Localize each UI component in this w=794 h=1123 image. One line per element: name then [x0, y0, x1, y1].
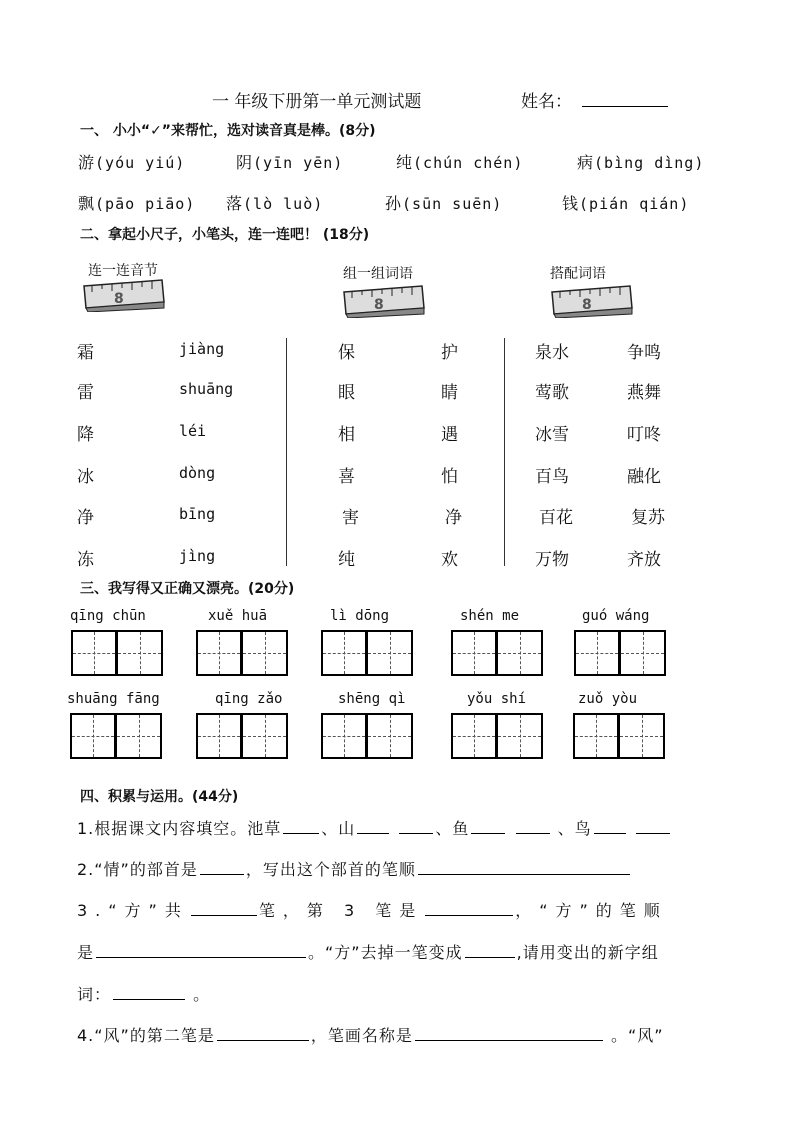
writing-grid[interactable] [321, 713, 413, 759]
s2-char[interactable]: 睛 [441, 383, 458, 403]
s2-char[interactable]: 净 [445, 508, 462, 528]
answer-blank[interactable] [191, 899, 257, 916]
answer-blank[interactable] [217, 1024, 309, 1041]
s2-char[interactable]: 害 [342, 508, 359, 528]
answer-blank[interactable] [415, 1024, 603, 1041]
s3-pinyin: yǒu shí [467, 691, 527, 707]
question-3-cont: 词： 。 [77, 985, 211, 1004]
s2-char[interactable]: 冰 [77, 467, 94, 487]
page-title: 一 年级下册第一单元测试题 [212, 92, 422, 112]
s2-word[interactable]: 复苏 [631, 508, 665, 528]
s2-char[interactable]: 欢 [441, 550, 458, 570]
s1-item: 游(yóu yiú) [78, 153, 186, 172]
ruler-text: 8 [374, 297, 384, 313]
answer-blank[interactable] [516, 817, 550, 834]
s2-char[interactable]: 净 [77, 508, 94, 528]
label-form-words: 组一组词语 [343, 266, 413, 282]
s2-char[interactable]: 纯 [338, 550, 355, 570]
s2-char[interactable]: 霜 [77, 343, 94, 363]
s2-word[interactable]: 齐放 [627, 550, 661, 570]
s2-word[interactable]: 万物 [535, 550, 569, 570]
answer-blank[interactable] [113, 983, 185, 1000]
s2-word[interactable]: 百鸟 [535, 467, 569, 487]
ruler-text: 8 [582, 297, 592, 313]
section-3-heading: 三、我写得又正确又漂亮。(20分) [80, 581, 295, 597]
s3-pinyin: qīng zǎo [215, 691, 283, 707]
s2-char[interactable]: 怕 [441, 467, 458, 487]
s1-item: 病(bìng dìng) [577, 153, 705, 172]
section-4-heading: 四、积累与运用。(44分) [80, 789, 239, 805]
s2-char[interactable]: 护 [441, 343, 458, 363]
s2-word[interactable]: 争鸣 [627, 343, 661, 363]
answer-blank[interactable] [96, 941, 306, 958]
s3-pinyin: lì dōng [330, 608, 390, 624]
writing-grid[interactable] [574, 630, 666, 676]
s2-word[interactable]: 莺歌 [535, 383, 569, 403]
ruler-text: 8 [114, 291, 124, 307]
section-1-heading: 一、 小小“✓”来帮忙，选对读音真是棒。(8分) [80, 123, 376, 139]
s3-pinyin: shuāng fāng [67, 691, 160, 707]
answer-blank[interactable] [283, 817, 319, 834]
s3-pinyin: zuǒ yòu [578, 691, 638, 707]
s2-char[interactable]: 雷 [77, 383, 94, 403]
s2-word[interactable]: 百花 [539, 508, 573, 528]
s2-word[interactable]: 燕舞 [627, 383, 661, 403]
s2-pinyin[interactable]: jiàng [179, 340, 225, 358]
answer-blank[interactable] [200, 858, 244, 875]
answer-blank[interactable] [425, 899, 513, 916]
answer-blank[interactable] [399, 817, 433, 834]
writing-grid[interactable] [321, 630, 413, 676]
s3-pinyin: xuě huā [208, 608, 268, 624]
question-3: 3.“方”共 笔，第 3 笔是 ，“方”的笔顺 [77, 901, 668, 920]
name-blank[interactable] [582, 106, 668, 107]
s2-pinyin[interactable]: dòng [179, 464, 216, 482]
s2-char[interactable]: 喜 [338, 467, 355, 487]
s1-item: 孙(sūn suēn) [385, 194, 503, 213]
question-2: 2.“情”的部首是 ，写出这个部首的笔顺 [77, 857, 632, 880]
s1-item: 纯(chún chén) [396, 153, 524, 172]
answer-blank[interactable] [418, 858, 630, 875]
s2-word[interactable]: 叮咚 [627, 425, 661, 445]
ruler-icon [80, 278, 166, 312]
s2-word[interactable]: 融化 [627, 467, 661, 487]
label-connect-syllables: 连一连音节 [88, 263, 158, 279]
name-label: 姓名： [521, 92, 572, 112]
s2-word[interactable]: 冰雪 [535, 425, 569, 445]
ruler-icon [340, 284, 426, 318]
s3-pinyin: guó wáng [582, 608, 650, 624]
question-1: 1.根据课文内容填空。池草 、山 、鱼 、鸟 [77, 816, 672, 839]
column-divider [504, 338, 505, 566]
writing-grid[interactable] [451, 713, 543, 759]
label-match-words: 搭配词语 [550, 266, 606, 282]
answer-blank[interactable] [357, 817, 389, 834]
s1-item: 阴(yīn yēn) [236, 153, 344, 172]
s2-char[interactable]: 眼 [338, 383, 355, 403]
s2-char[interactable]: 相 [338, 425, 355, 445]
s1-item: 落(lò luò) [226, 194, 324, 213]
answer-blank[interactable] [471, 817, 505, 834]
writing-grid[interactable] [71, 630, 163, 676]
s2-char[interactable]: 降 [77, 425, 94, 445]
answer-blank[interactable] [636, 817, 670, 834]
writing-grid[interactable] [70, 713, 162, 759]
answer-blank[interactable] [594, 817, 626, 834]
s2-pinyin[interactable]: jìng [179, 547, 216, 565]
s2-char[interactable]: 保 [338, 343, 355, 363]
s2-char[interactable]: 遇 [441, 425, 458, 445]
question-3-cont: 是 。“方”去掉一笔变成 ,请用变出的新字组 [77, 943, 659, 962]
column-divider [286, 338, 287, 566]
s2-pinyin[interactable]: shuāng [179, 380, 234, 398]
writing-grid[interactable] [573, 713, 665, 759]
s2-pinyin[interactable]: bīng [179, 505, 216, 523]
answer-blank[interactable] [465, 941, 515, 958]
s1-item: 钱(pián qián) [562, 194, 690, 213]
writing-grid[interactable] [451, 630, 543, 676]
s2-char[interactable]: 冻 [77, 550, 94, 570]
writing-grid[interactable] [196, 630, 288, 676]
s2-word[interactable]: 泉水 [535, 343, 569, 363]
s3-pinyin: qīng chūn [70, 608, 146, 624]
writing-grid[interactable] [196, 713, 288, 759]
s3-pinyin: shén me [460, 608, 520, 624]
question-4: 4.“风”的第二笔是 ，笔画名称是 。“风” [77, 1026, 664, 1045]
s1-item: 飘(pāo piāo) [78, 194, 196, 213]
s2-pinyin[interactable]: léi [179, 422, 207, 440]
s3-pinyin: shēng qì [338, 691, 406, 707]
ruler-icon [548, 284, 634, 318]
section-2-heading: 二、拿起小尺子，小笔头，连一连吧！ (18分) [80, 227, 370, 243]
